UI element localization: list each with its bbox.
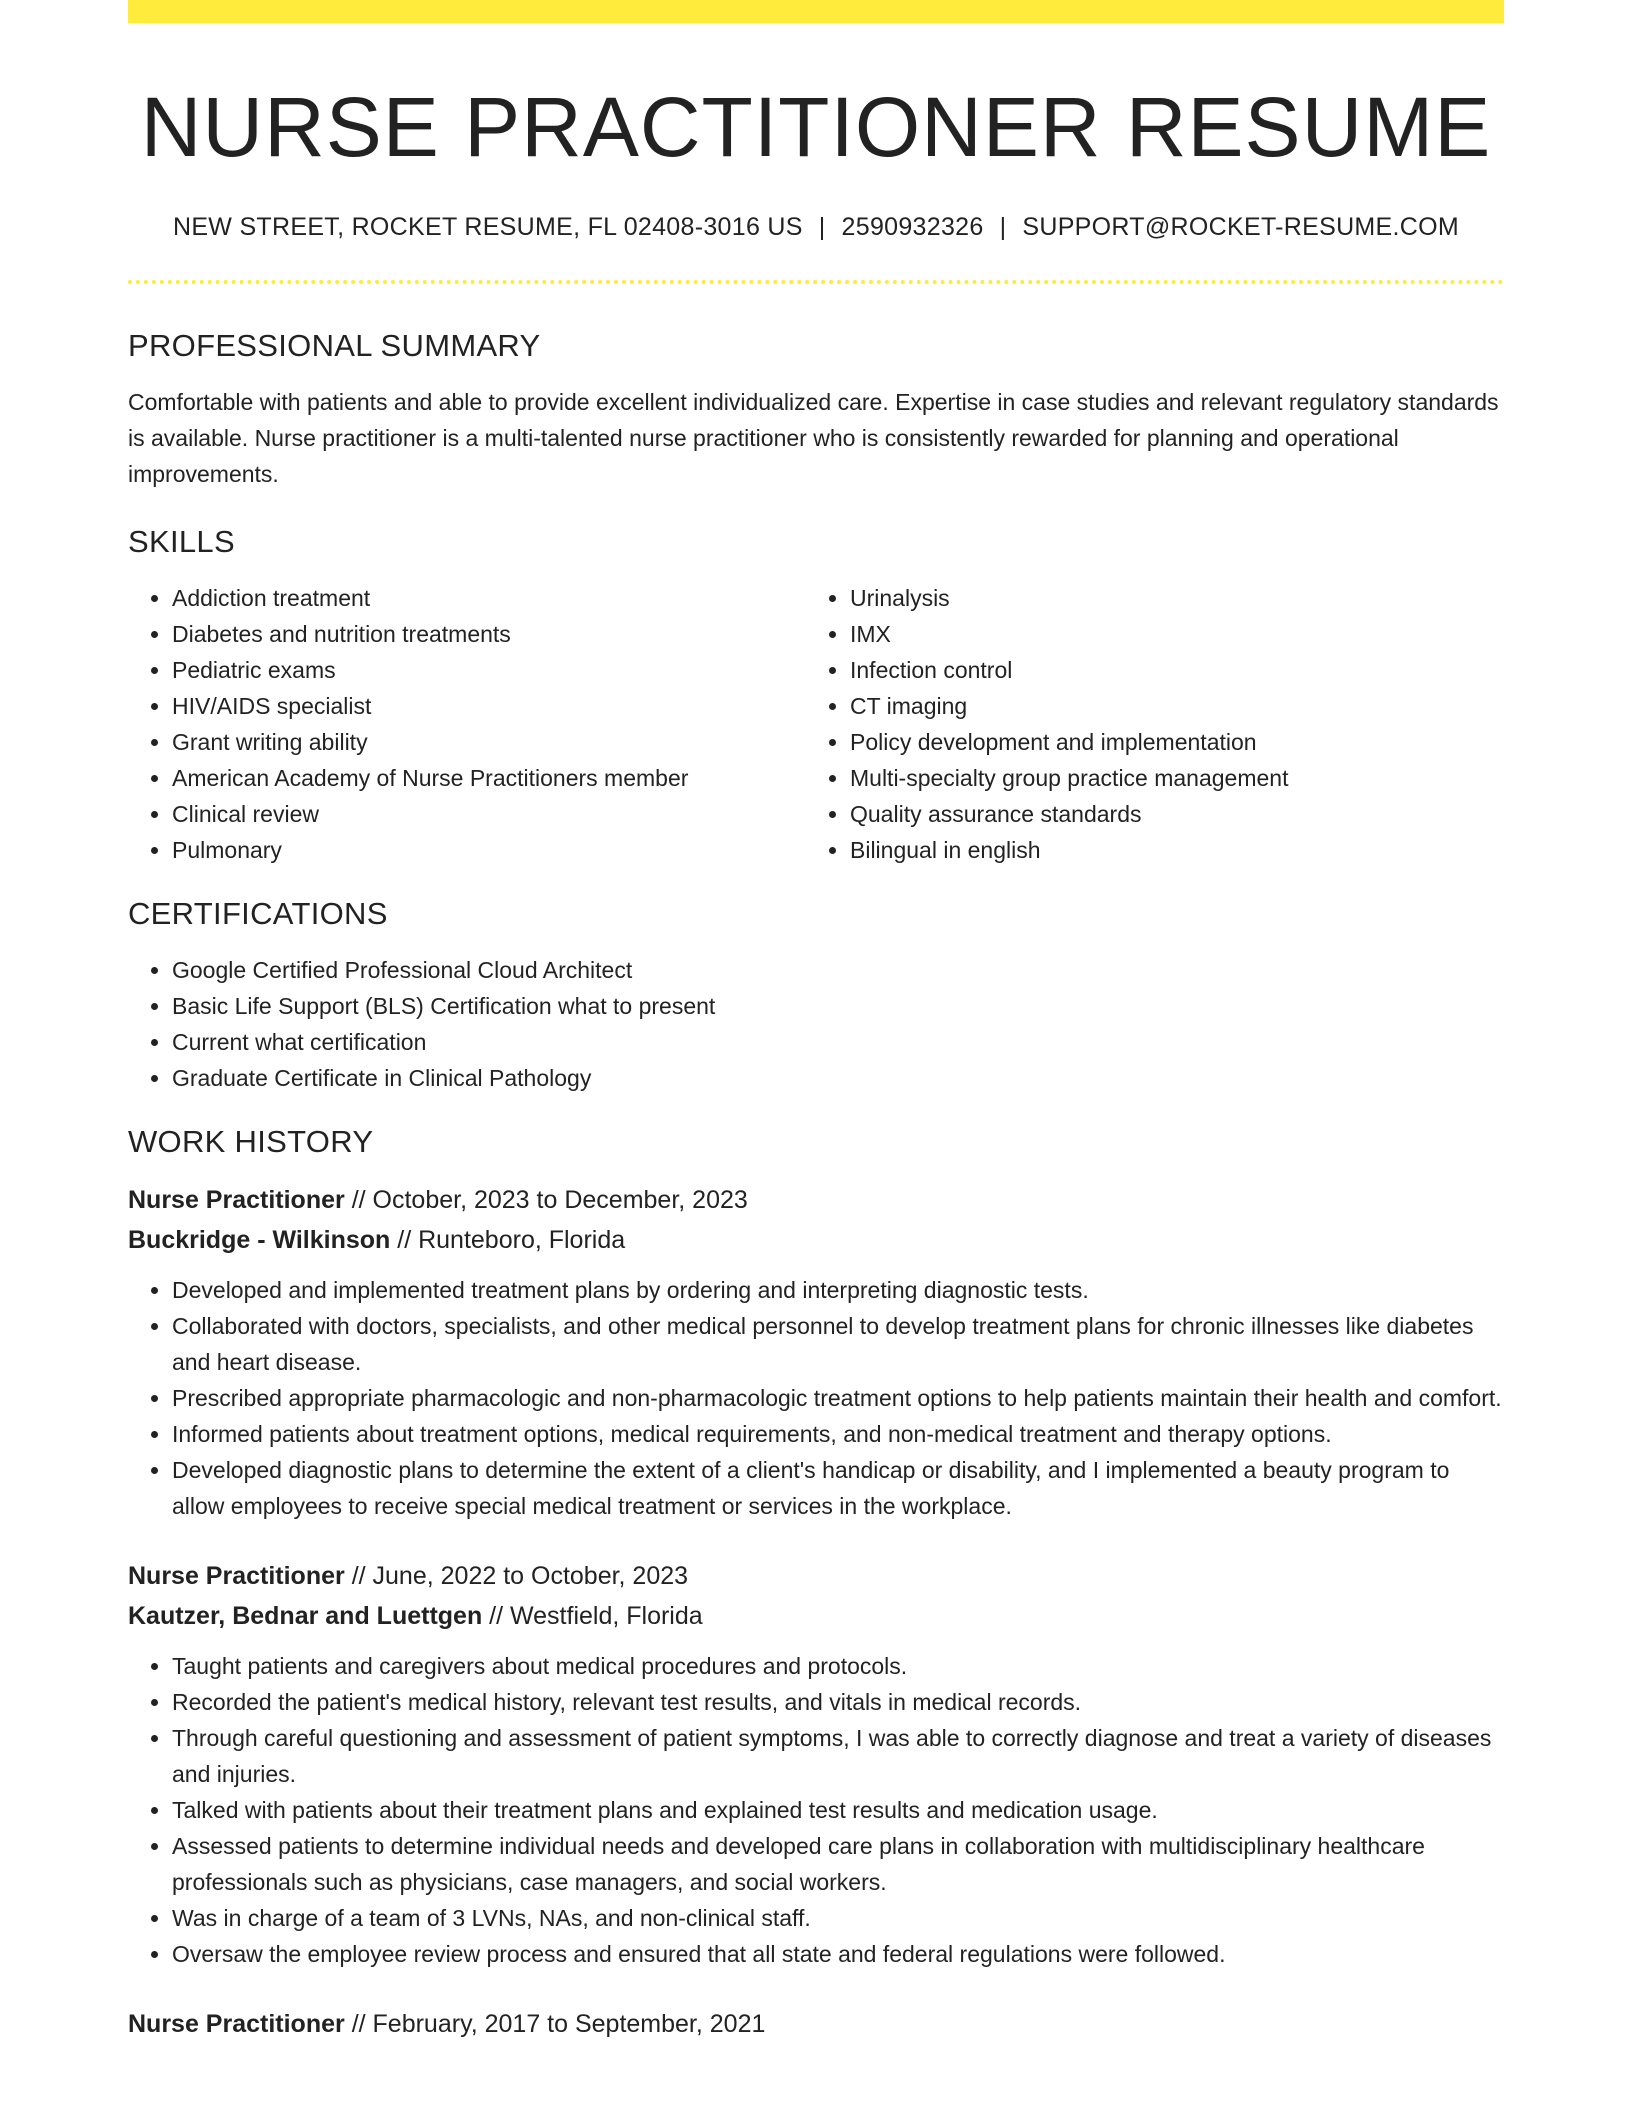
skill-item: • Diabetes and nutrition treatments <box>172 616 806 652</box>
job-company: Kautzer, Bednar and Luettgen <box>128 1602 483 1631</box>
resume-title: NURSE PRACTITIONER RESUME <box>140 80 1492 174</box>
contact-line <box>128 213 1504 242</box>
work-history-section <box>128 1124 1504 2044</box>
job-bullet: • Prescribed appropriate pharmacologic and non-pharmacologic treatment options to help patients maintain their health and comfort. <box>172 1380 1504 1416</box>
job-entry <box>128 2004 1504 2044</box>
skill-item: • Addiction treatment <box>172 580 806 616</box>
skill-item: • Urinalysis <box>850 580 1484 616</box>
skill-item: • Grant writing ability <box>172 724 806 760</box>
job-bullet: • Collaborated with doctors, specialists, and other medical personnel to develop treatment plans for chronic illnesses like diabetes and heart disease. <box>172 1308 1504 1380</box>
skill-item: • Policy development and implementation <box>850 724 1484 760</box>
skills-columns <box>128 580 1504 868</box>
contact-phone: 2590932326 <box>841 213 984 242</box>
job-bullet: • Oversaw the employee review process and ensured that all state and federal regulations were followed. <box>172 1936 1504 1972</box>
job-title-line <box>128 1556 1504 1596</box>
skills-list-left <box>128 580 806 868</box>
contact-email: SUPPORT@ROCKET-RESUME.COM <box>1022 213 1460 242</box>
job-location: // Westfield, Florida <box>482 1602 703 1631</box>
job-dates: // February, 2017 to September, 2021 <box>344 2010 766 2039</box>
certifications-list <box>128 952 1504 1096</box>
skill-item: • Infection control <box>850 652 1484 688</box>
summary-section <box>128 328 1504 492</box>
job-bullet: • Taught patients and caregivers about medical procedures and protocols. <box>172 1648 1504 1684</box>
contact-address: NEW STREET, ROCKET RESUME, FL 02408-3016 US <box>172 213 803 242</box>
skill-item: • Pediatric exams <box>172 652 806 688</box>
job-title-line <box>128 1180 1504 1220</box>
skills-column-right <box>806 580 1484 868</box>
job-title: Nurse Practitioner <box>128 1562 345 1591</box>
skills-list-right <box>806 580 1484 868</box>
skill-item: • CT imaging <box>850 688 1484 724</box>
job-entry <box>128 1180 1504 1524</box>
skill-item: • IMX <box>850 616 1484 652</box>
job-dates: // October, 2023 to December, 2023 <box>344 1186 748 1215</box>
skill-item: • HIV/AIDS specialist <box>172 688 806 724</box>
skill-item: • Pulmonary <box>172 832 806 868</box>
job-bullet: • Developed diagnostic plans to determine the extent of a client's handicap or disability, and I implemented a beauty program to allow employees to receive special medical treatment or services in the workplace. <box>172 1452 1504 1524</box>
job-company-line <box>128 1596 1504 1636</box>
job-company: Buckridge - Wilkinson <box>128 1226 391 1255</box>
skill-item: • Multi-specialty group practice management <box>850 760 1484 796</box>
job-bullet: • Assessed patients to determine individual needs and developed care plans in collaboration with multidisciplinary healthcare professionals such as physicians, case managers, and social workers. <box>172 1828 1504 1900</box>
job-location: // Runteboro, Florida <box>390 1226 626 1255</box>
job-entry <box>128 1556 1504 1972</box>
job-title: Nurse Practitioner <box>128 2010 345 2039</box>
summary-text: Comfortable with patients and able to provide excellent individualized care. Expertise in case studies and relevant regulatory standards is available. Nurse practitioner is a multi-talented nurse practitioner who is consistently rewarded for planning and operational improvements. <box>128 389 1499 488</box>
certification-item: • Basic Life Support (BLS) Certification what to present <box>172 988 1504 1024</box>
resume-page <box>128 0 1504 2044</box>
work-history-heading: WORK HISTORY <box>128 1124 374 1160</box>
certification-item: • Google Certified Professional Cloud Architect <box>172 952 1504 988</box>
skill-item: • Quality assurance standards <box>850 796 1484 832</box>
job-bullet: • Through careful questioning and assessment of patient symptoms, I was able to correctly diagnose and treat a variety of diseases and injuries. <box>172 1720 1504 1792</box>
summary-heading: PROFESSIONAL SUMMARY <box>128 328 541 364</box>
job-title: Nurse Practitioner <box>128 1186 345 1215</box>
skills-column-left <box>128 580 806 868</box>
job-dates: // June, 2022 to October, 2023 <box>344 1562 689 1591</box>
accent-top-bar <box>128 0 1504 23</box>
job-bullet: • Talked with patients about their treatment plans and explained test results and medication usage. <box>172 1792 1504 1828</box>
dotted-divider <box>128 280 1504 284</box>
skill-item: • American Academy of Nurse Practitioners member <box>172 760 806 796</box>
certifications-heading: CERTIFICATIONS <box>128 896 388 932</box>
job-title-line <box>128 2004 1504 2044</box>
skill-item: • Clinical review <box>172 796 806 832</box>
skill-item: • Bilingual in english <box>850 832 1484 868</box>
certification-item: • Graduate Certificate in Clinical Pathology <box>172 1060 1504 1096</box>
contact-separator: | <box>999 213 1007 242</box>
job-bullets <box>128 1272 1504 1524</box>
certification-item: • Current what certification <box>172 1024 1504 1060</box>
job-company-line <box>128 1220 1504 1260</box>
contact-separator: | <box>818 213 826 242</box>
job-bullet: • Recorded the patient's medical history, relevant test results, and vitals in medical records. <box>172 1684 1504 1720</box>
job-bullet: • Developed and implemented treatment plans by ordering and interpreting diagnostic tests. <box>172 1272 1504 1308</box>
job-bullet: • Informed patients about treatment options, medical requirements, and non-medical treatment and therapy options. <box>172 1416 1504 1452</box>
job-bullet: • Was in charge of a team of 3 LVNs, NAs, and non-clinical staff. <box>172 1900 1504 1936</box>
skills-section <box>128 524 1504 868</box>
job-bullets <box>128 1648 1504 1972</box>
certifications-section <box>128 896 1504 1096</box>
skills-heading: SKILLS <box>128 524 235 560</box>
